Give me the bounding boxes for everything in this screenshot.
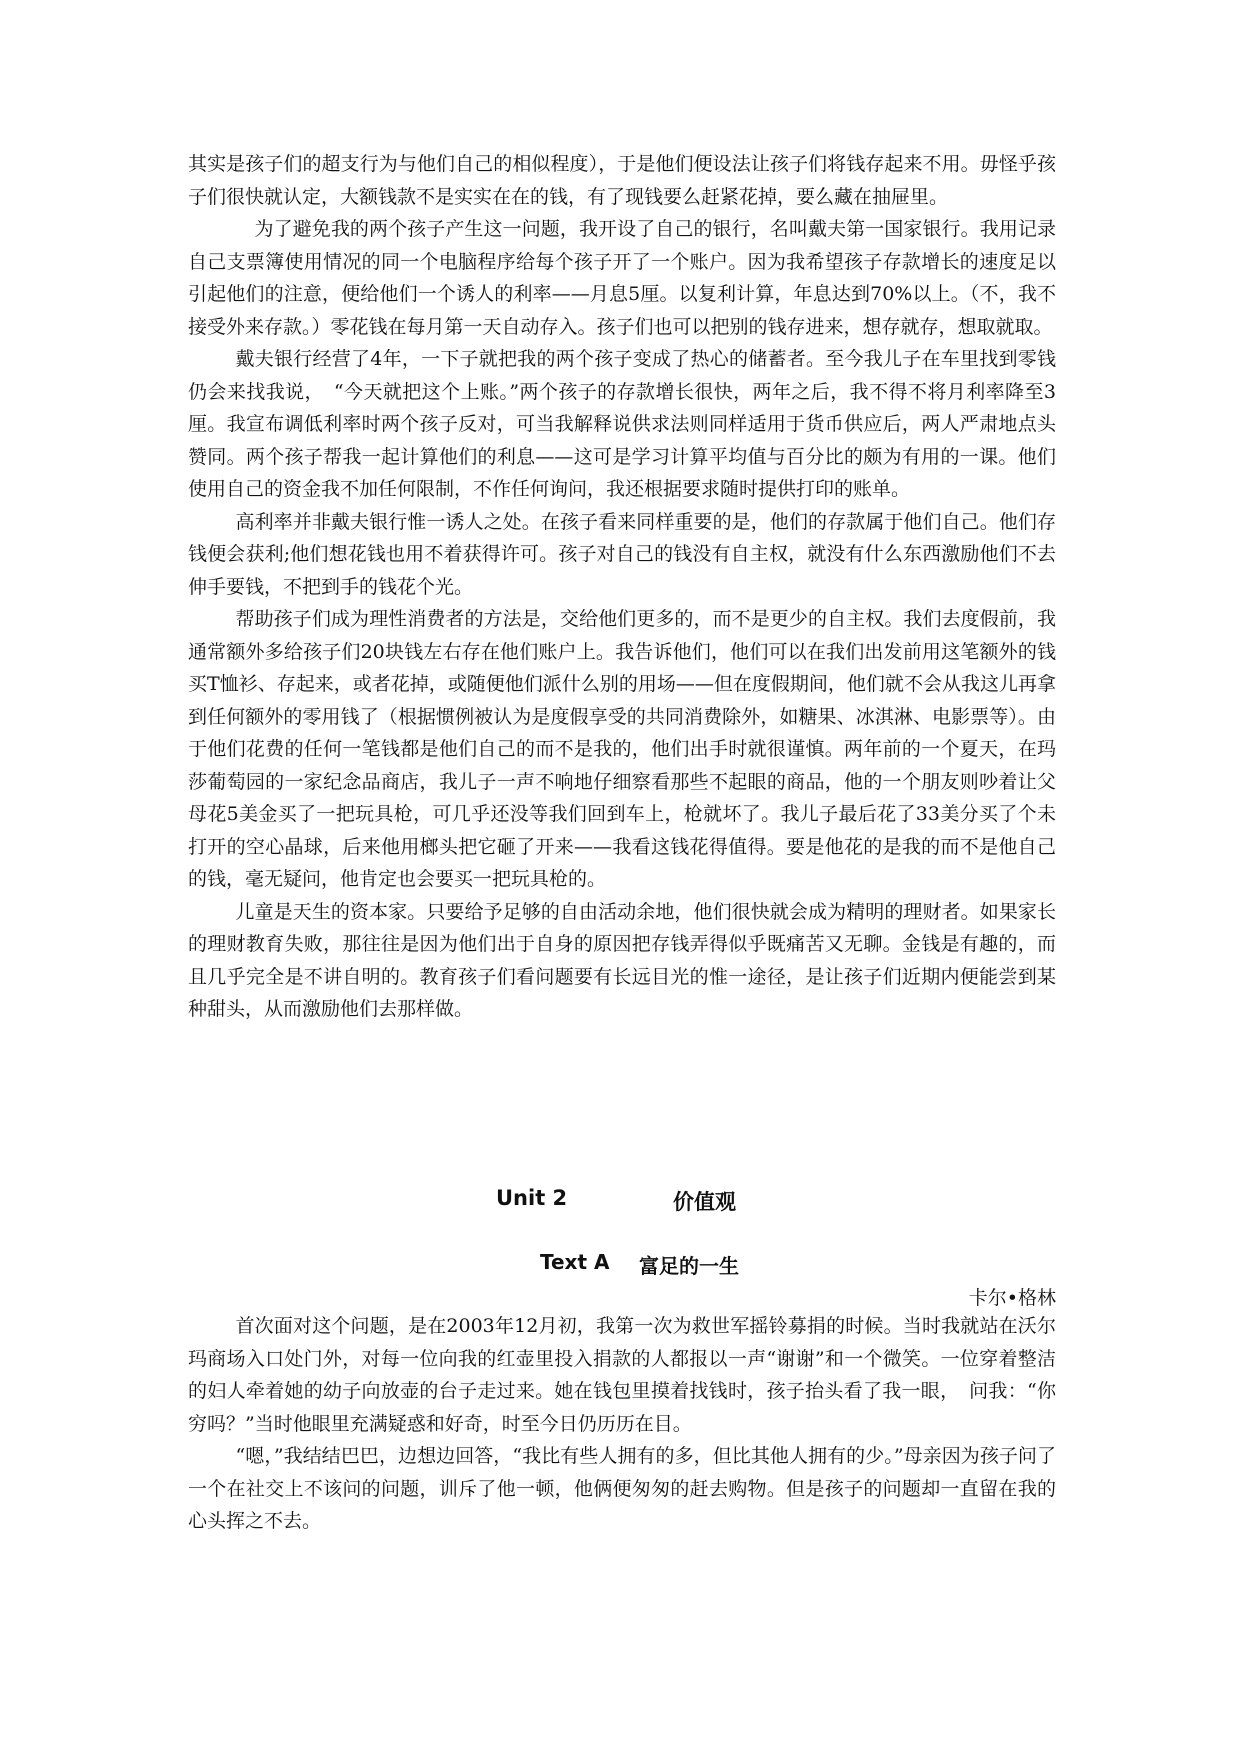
paragraph: 儿童是天生的资本家。只要给予足够的自由活动余地，他们很快就会成为精明的理财者。如果家长的理财教育失败，那往往是因为他们出于自身的原因把存钱弄得似乎既痛苦又无聊。金钱是有趣的，而且几乎完全是不讲自明的。教育孩子们看问题要有长远目光的惟一途径，是让孩子们近期内便能尝到某种甜头，从而激励他们去那样做。 [188, 900, 1056, 1020]
paragraph: 戴夫银行经营了4年，一下子就把我的两个孩子变成了热心的储蓄者。至今我儿子在车里找到零钱仍会来找我说， “今天就把这个上账。”两个孩子的存款增长很快，两年之后，我不得不将月利率降至3厘。我宣布调低利率时两个孩子反对，可当我解释说供求法则同样适用于货币供应后，两人严肃地点头赞同。两个孩子帮我一起计算他们的利息——这可是学习计算平均值与百分比的颇为有用的一课。他们使用自己的资金我不加任何限制，不作任何询问，我还根据要求随时提供打印的账单。 [188, 348, 1056, 500]
body-section-2 [188, 1310, 1056, 1538]
body-section-1 [188, 148, 1056, 1026]
paragraph: 为了避免我的两个孩子产生这一问题，我开设了自己的银行，名叫戴夫第一国家银行。我用记录自己支票簿使用情况的同一个电脑程序给每个孩子开了一个账户。因为我希望孩子存款增长的速度足以引起他们的注意，便给他们一个诱人的利率——月息5厘。以复利计算，年息达到70%以上。（不，我不接受外来存款。）零花钱在每月第一天自动存入。孩子们也可以把别的钱存进来，想存就存，想取就取。 [188, 218, 1056, 338]
text-title: 富足的一生 [639, 1254, 739, 1278]
paragraph: 高利率并非戴夫银行惟一诱人之处。在孩子看来同样重要的是，他们的存款属于他们自己。他们存钱便会获利;他们想花钱也用不着获得许可。孩子对自己的钱没有自主权，就没有什么东西激励他们不去伸手要钱，不把到手的钱花个光。 [188, 510, 1056, 598]
paragraph: 帮助孩子们成为理性消费者的方法是，交给他们更多的，而不是更少的自主权。我们去度假前，我通常额外多给孩子们20块钱左右存在他们账户上。我告诉他们，他们可以在我们出发前用这笔额外的钱买T恤衫、存起来，或者花掉，或随便他们派什么别的用场——但在度假期间，他们就不会从我这儿再拿到任何额外的零用钱了（根据惯例被认为是度假享受的共同消费除外，如糖果、冰淇淋、电影票等）。由于他们花费的任何一笔钱都是他们自己的而不是我的，他们出手时就很谨慎。两年前的一个夏天，在玛莎葡萄园的一家纪念品商店，我儿子一声不响地仔细察看那些不起眼的商品，他的一个朋友则吵着让父母花5美金买了一把玩具枪，可几乎还没等我们回到车上，枪就坏了。我儿子最后花了33美分买了个未打开的空心晶球，后来他用榔头把它砸了开来——我看这钱花得值得。要是他花的是我的而不是他自己的钱，毫无疑问，他肯定也会要买一把玩具枪的。 [188, 608, 1056, 890]
paragraph: 其实是孩子们的超支行为与他们自己的相似程度），于是他们便设法让孩子们将钱存起来不用。毋怪乎孩子们很快就认定，大额钱款不是实实在在的钱，有了现钱要么赶紧花掉，要么藏在抽屉里。 [188, 153, 1056, 208]
text-label: Text A [540, 1250, 610, 1274]
paragraph: 首次面对这个问题，是在2003年12月初，我第一次为救世军摇铃募捐的时候。当时我就站在沃尔玛商场入口处门外，对每一位向我的红壶里投入捐款的人都报以一声“谢谢”和一个微笑。一位穿着整洁的妇人牵着她的幼子向放壶的台子走过来。她在钱包里摸着找钱时，孩子抬头看了我一眼， 问我：“你穷吗？”当时他眼里充满疑惑和好奇，时至今日仍历历在目。 [188, 1315, 1056, 1435]
paragraph: “嗯，”我结结巴巴，边想边回答，“我比有些人拥有的多，但比其他人拥有的少。”母亲因为孩子问了一个在社交上不该问的问题，训斥了他一顿，他俩便匆匆的赶去购物。但是孩子的问题却一直留在我的心头挥之不去。 [188, 1445, 1056, 1532]
author-name: 卡尔•格林 [968, 1287, 1056, 1309]
unit-title: 价值观 [673, 1190, 736, 1214]
unit-label: Unit 2 [496, 1186, 568, 1210]
